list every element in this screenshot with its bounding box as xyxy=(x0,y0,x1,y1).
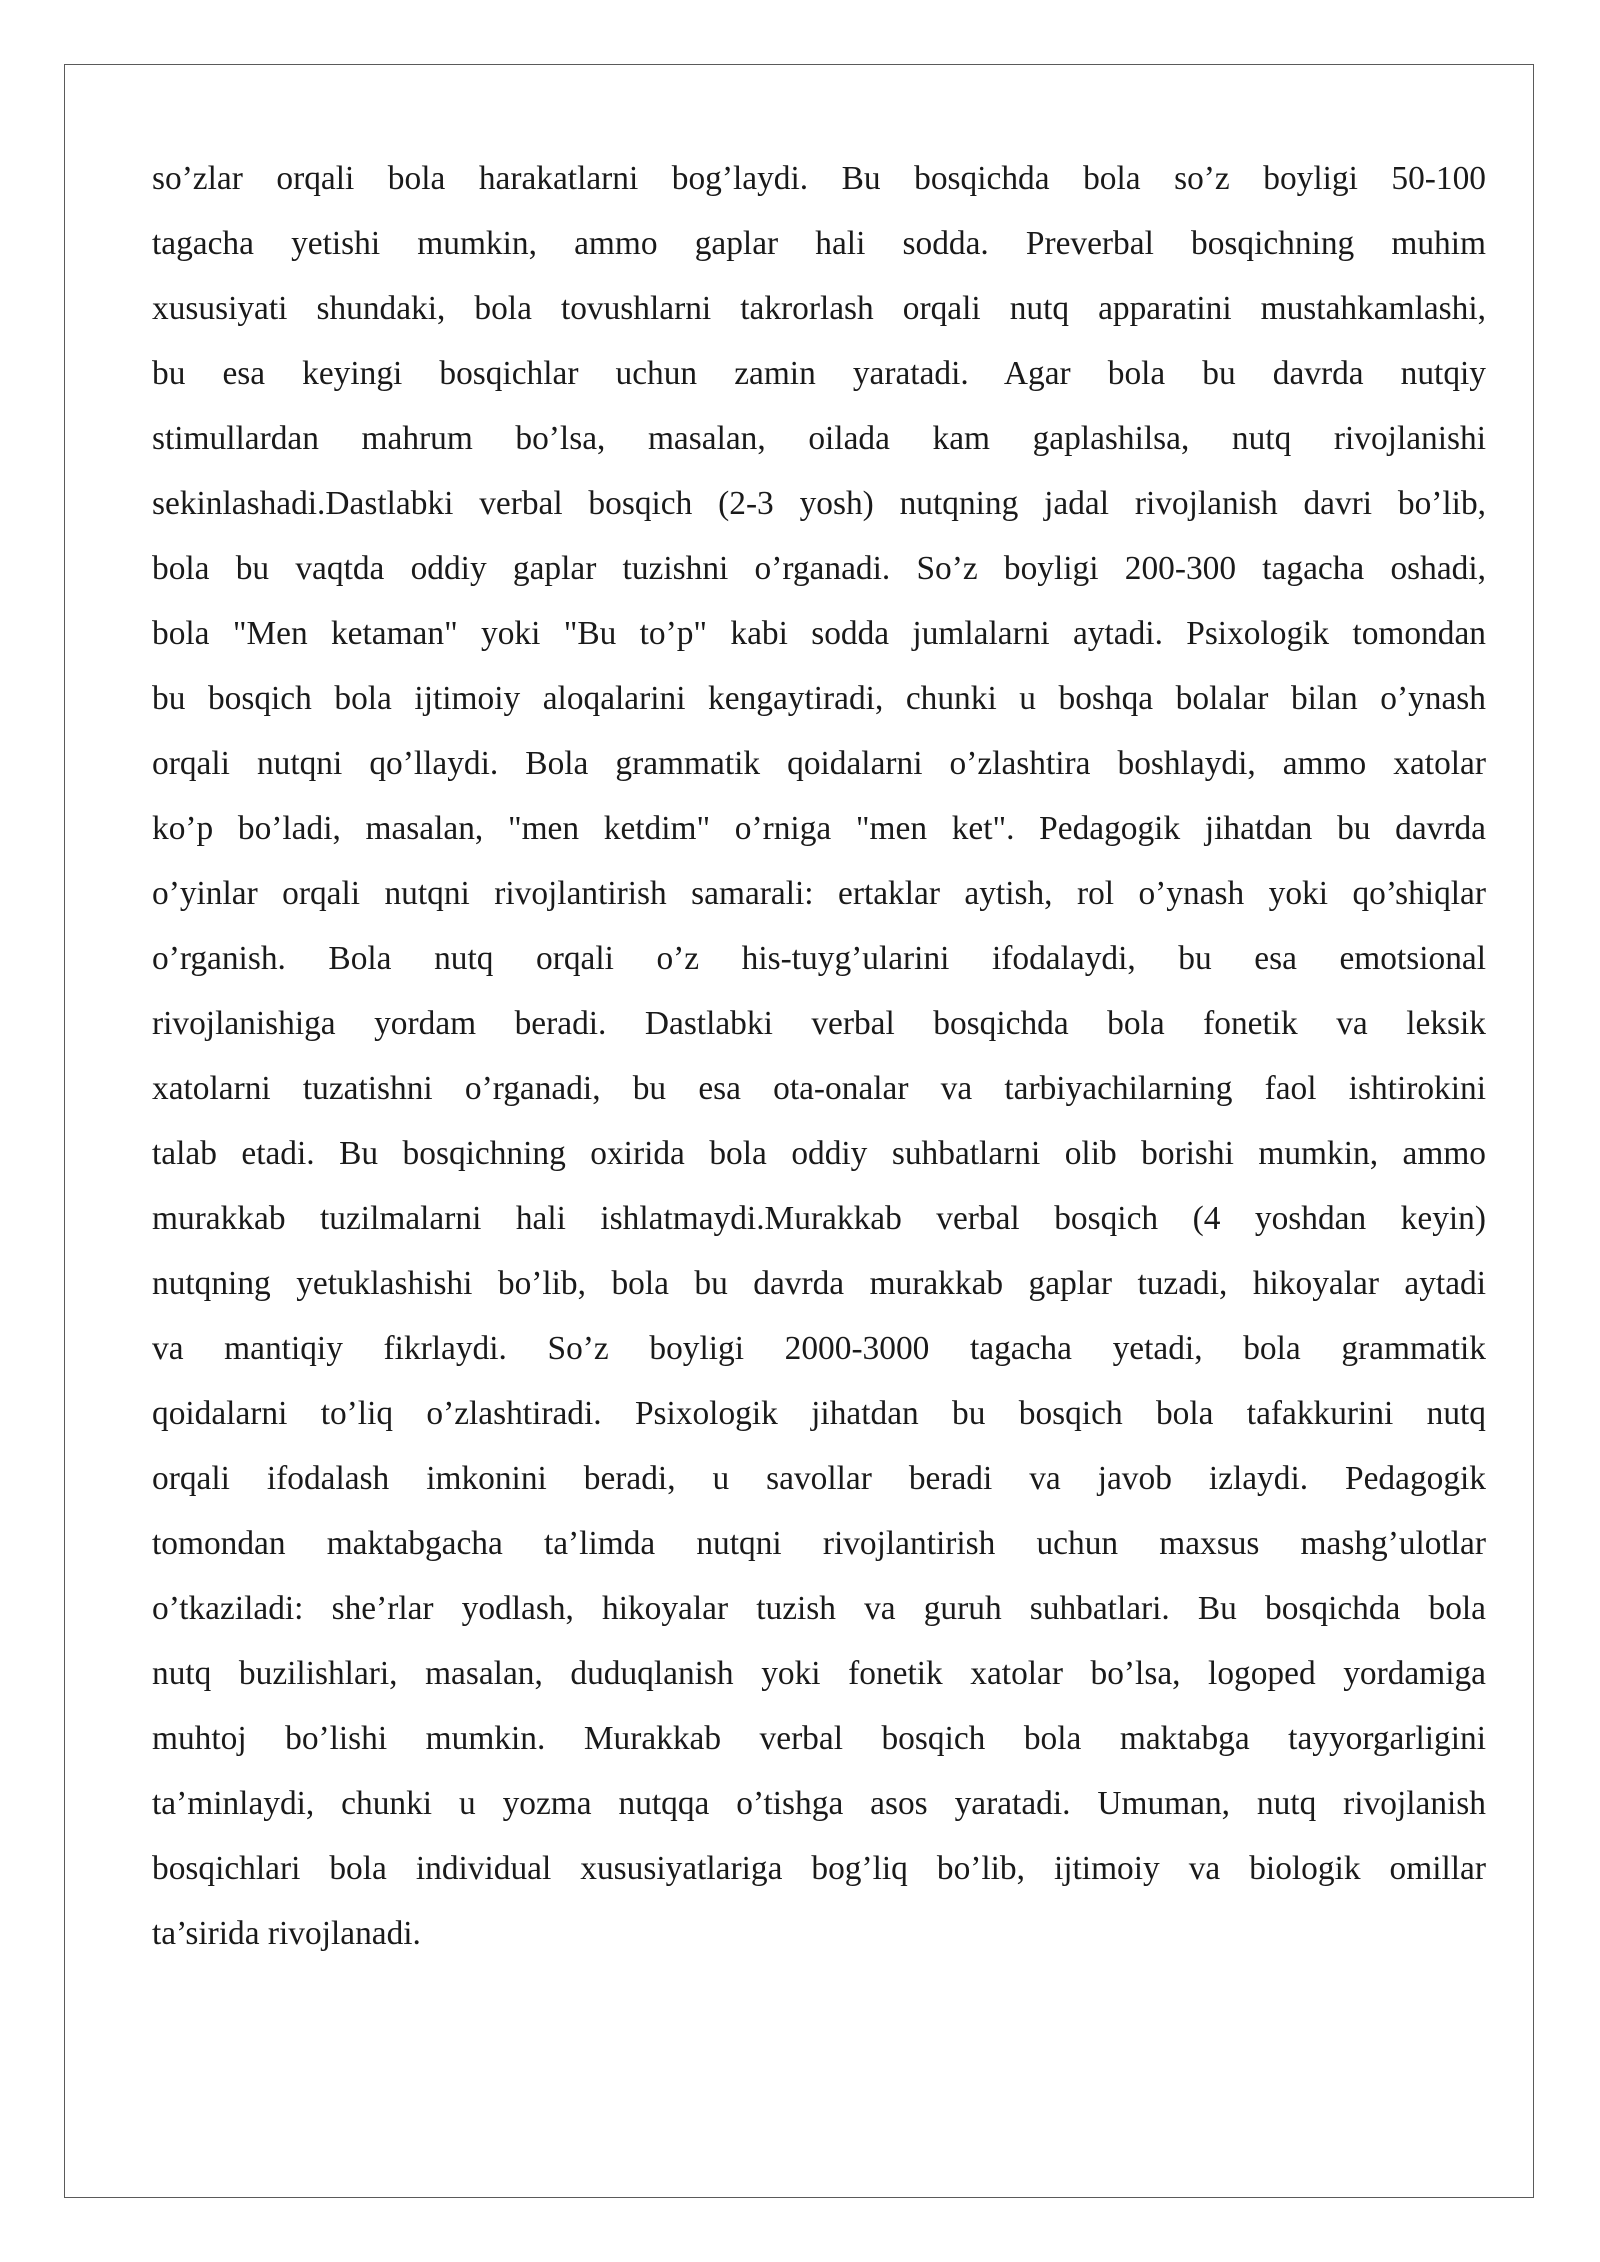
text-line: tomondan maktabgacha ta’limda nutqni rivojlantirish uchun maxsus mashg’ulotlar xyxy=(152,1525,1486,1562)
text-line: stimullardan mahrum bo’lsa, masalan, oilada kam gaplashilsa, nutq rivojlanishi xyxy=(152,420,1486,457)
text-line: sekinlashadi.Dastlabki verbal bosqich (2-3 yosh) nutqning jadal rivojlanish davri bo’lib, xyxy=(152,485,1486,522)
text-line: o’rganish. Bola nutq orqali o’z his-tuyg’ularini ifodalaydi, bu esa emotsional xyxy=(152,940,1486,977)
text-line: so’zlar orqali bola harakatlarni bog’laydi. Bu bosqichda bola so’z boyligi 50-100 xyxy=(152,160,1486,197)
text-line: xatolarni tuzatishni o’rganadi, bu esa ota-onalar va tarbiyachilarning faol ishtirokini xyxy=(152,1070,1486,1107)
text-line: rivojlanishiga yordam beradi. Dastlabki verbal bosqichda bola fonetik va leksik xyxy=(152,1005,1486,1042)
text-line-last: ta’sirida rivojlanadi. xyxy=(152,1915,421,1952)
text-line: orqali ifodalash imkonini beradi, u savollar beradi va javob izlaydi. Pedagogik xyxy=(152,1460,1486,1497)
body-paragraph xyxy=(152,146,1486,1966)
text-line: talab etadi. Bu bosqichning oxirida bola oddiy suhbatlarni olib borishi mumkin, ammo xyxy=(152,1135,1486,1172)
text-line: orqali nutqni qo’llaydi. Bola grammatik qoidalarni o’zlashtira boshlaydi, ammo xatolar xyxy=(152,745,1486,782)
text-line: ko’p bo’ladi, masalan, "men ketdim" o’rniga "men ket". Pedagogik jihatdan bu davrda xyxy=(152,810,1486,847)
text-line: bola "Men ketaman" yoki "Bu to’p" kabi sodda jumlalarni aytadi. Psixologik tomondan xyxy=(152,615,1486,652)
text-line: bola bu vaqtda oddiy gaplar tuzishni o’rganadi. So’z boyligi 200-300 tagacha oshadi, xyxy=(152,550,1486,587)
text-line: ta’minlaydi, chunki u yozma nutqqa o’tishga asos yaratadi. Umuman, nutq rivojlanish xyxy=(152,1785,1486,1822)
text-line: bu esa keyingi bosqichlar uchun zamin yaratadi. Agar bola bu davrda nutqiy xyxy=(152,355,1486,392)
text-line: xususiyati shundaki, bola tovushlarni takrorlash orqali nutq apparatini mustahkamlashi, xyxy=(152,290,1486,327)
text-line: muhtoj bo’lishi mumkin. Murakkab verbal bosqich bola maktabga tayyorgarligini xyxy=(152,1720,1486,1757)
text-line: va mantiqiy fikrlaydi. So’z boyligi 2000-3000 tagacha yetadi, bola grammatik xyxy=(152,1330,1486,1367)
text-line: o’yinlar orqali nutqni rivojlantirish samarali: ertaklar aytish, rol o’ynash yoki qo’shiqlar xyxy=(152,875,1486,912)
text-line: bosqichlari bola individual xususiyatlariga bog’liq bo’lib, ijtimoiy va biologik omillar xyxy=(152,1850,1486,1887)
text-line: nutqning yetuklashishi bo’lib, bola bu davrda murakkab gaplar tuzadi, hikoyalar aytadi xyxy=(152,1265,1486,1302)
text-line: bu bosqich bola ijtimoiy aloqalarini kengaytiradi, chunki u boshqa bolalar bilan o’ynash xyxy=(152,680,1486,717)
text-line: tagacha yetishi mumkin, ammo gaplar hali sodda. Preverbal bosqichning muhim xyxy=(152,225,1486,262)
text-line: murakkab tuzilmalarni hali ishlatmaydi.Murakkab verbal bosqich (4 yoshdan keyin) xyxy=(152,1200,1486,1237)
text-line: qoidalarni to’liq o’zlashtiradi. Psixologik jihatdan bu bosqich bola tafakkurini nutq xyxy=(152,1395,1486,1432)
text-line: nutq buzilishlari, masalan, duduqlanish yoki fonetik xatolar bo’lsa, logoped yordamiga xyxy=(152,1655,1486,1692)
text-line: o’tkaziladi: she’rlar yodlash, hikoyalar tuzish va guruh suhbatlari. Bu bosqichda bola xyxy=(152,1590,1486,1627)
